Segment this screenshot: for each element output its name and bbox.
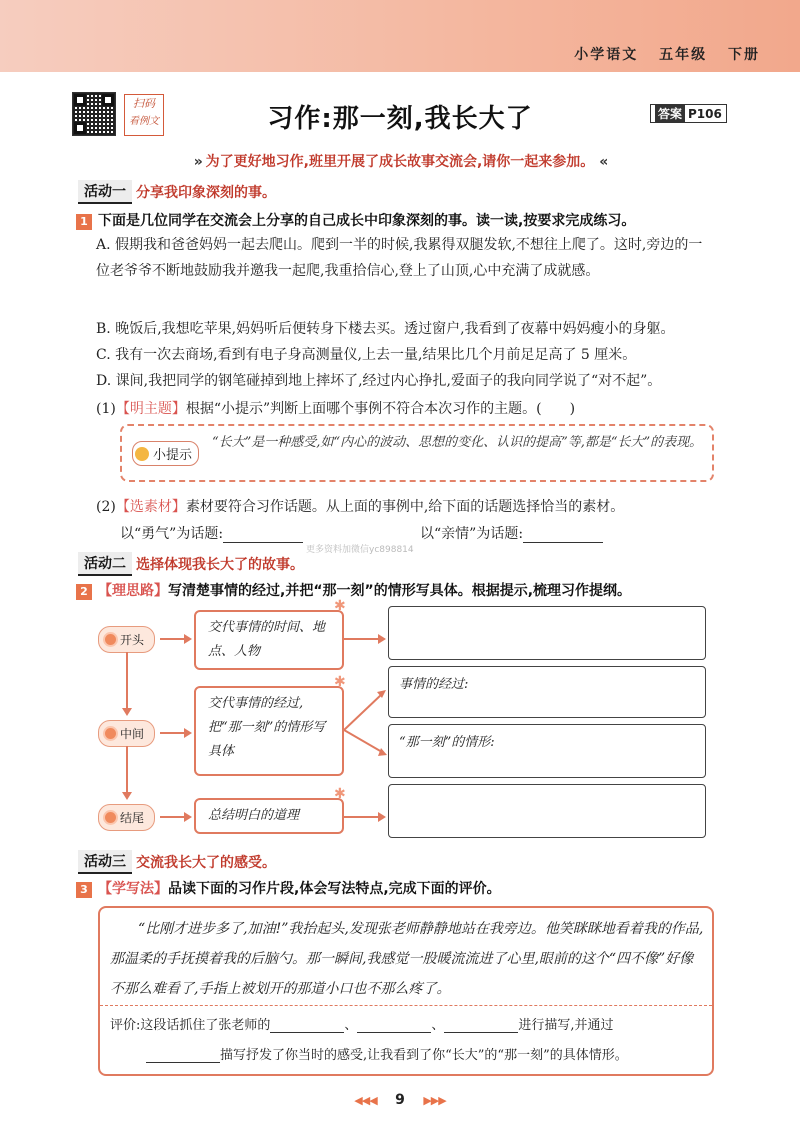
flower-icon — [105, 812, 116, 823]
evaluation-line-2: 描写抒发了你当时的感受,让我看到了你“长大”的“那一刻”的具体情形。 — [146, 1044, 628, 1063]
example-c: C. 我有一次去商场,看到有电子身高测量仪,上去一量,结果比几个月前足足高了 5 厘米。 — [96, 347, 637, 363]
question-number-badge: 3 — [76, 882, 92, 898]
question-number-badge: 2 — [76, 584, 92, 600]
arrow-right-icon — [184, 634, 192, 644]
divider — [100, 1005, 712, 1006]
arrow-right-icon — [378, 634, 386, 644]
answer-box-moment[interactable]: “那一刻”的情形: — [388, 724, 706, 778]
header-book-info — [574, 44, 760, 64]
page-number: 9 — [395, 1092, 405, 1108]
flow-box-start: 交代事情的时间、地点、人物 — [194, 610, 344, 670]
answer-blank[interactable] — [146, 1049, 220, 1063]
watermark: 更多资料加微信yc898814 — [306, 545, 414, 555]
question-1 — [76, 210, 635, 230]
branch-arrows — [344, 686, 388, 766]
arrow-down-icon — [122, 708, 132, 716]
flow-box-middle: 交代事情的经过,把“那一刻”的情形写具体 — [194, 686, 344, 776]
answer-reference[interactable] — [650, 104, 727, 123]
example-b: B. 晚饭后,我想吃苹果,妈妈听后便转身下楼去买。透过窗户,我看到了夜幕中妈妈瘦小的身躯。 — [96, 321, 675, 337]
sub-question-2: (2)【选素材】素材要符合习作话题。从上面的事例中,给下面的话题选择恰当的素材。 — [96, 499, 625, 515]
answer-blank-courage[interactable] — [223, 529, 303, 543]
flow-box-end: 总结明白的道理 — [194, 798, 344, 834]
arrow-down-icon — [122, 792, 132, 800]
question-prompt: 下面是几位同学在交流会上分享的自己成长中印象深刻的事。读一读,按要求完成练习。 — [98, 213, 636, 229]
connector-line — [126, 652, 128, 708]
connector-line — [160, 638, 184, 640]
topic-family: 以“亲情”为话题: — [420, 523, 603, 543]
sub-question-1-text[interactable]: 根据“小提示”判断上面哪个事例不符合本次习作的主题。( ) — [185, 401, 576, 417]
tag-choose-material: 【选素材】 — [115, 499, 186, 515]
answer-box-end[interactable] — [388, 784, 706, 838]
header-subject: 小学语文 — [574, 47, 639, 63]
tip-box — [120, 424, 714, 482]
triangle-right-icon: ▶▶▶ — [423, 1094, 446, 1107]
node-middle: 中间 — [98, 720, 155, 747]
intro-line — [0, 151, 800, 171]
connector-line — [344, 816, 378, 818]
question-number-badge: 1 — [76, 214, 92, 230]
page-footer — [0, 1092, 800, 1108]
activity-2-heading — [78, 552, 304, 576]
evaluation-line-1: 评价:这段话抓住了张老师的 、 、 进行描写,并通过 — [110, 1018, 614, 1033]
activity-label: 活动一 — [78, 180, 132, 204]
intro-text: 为了更好地习作,班里开展了成长故事交流会,请你一起来参加。 — [205, 154, 595, 170]
scan-label: 扫码 看例文 — [124, 94, 164, 136]
topic-courage: 以“勇气”为话题: — [120, 523, 303, 543]
connector-line — [160, 732, 184, 734]
arrow-right-icon — [184, 812, 192, 822]
star-icon: ✱ — [334, 598, 346, 614]
answer-blank[interactable] — [444, 1019, 518, 1033]
answer-label: 答案 — [655, 105, 685, 122]
excerpt-text: “比刚才进步多了,加油!”我抬起头,发现张老师静静地站在我旁边。他笑眯眯地看着我的作品,那温柔的手抚摸着我的后脑勺。那一瞬间,我感觉一股暖流流进了心里,眼前的这个“四不像”好像不那么难看了,手指上被划开的那道小口也不那么疼了。 — [110, 921, 704, 997]
tag-learn-method: 【学写法】 — [98, 881, 168, 897]
tag-main-theme: 【明主题】 — [115, 401, 186, 417]
tip-label: 小提示 — [132, 441, 199, 466]
answer-blank[interactable] — [270, 1019, 344, 1033]
star-icon: ✱ — [334, 674, 346, 690]
question-2 — [76, 580, 631, 600]
header-bar — [0, 0, 800, 72]
node-start: 开头 — [98, 626, 155, 653]
connector-line — [160, 816, 184, 818]
connector-line — [344, 638, 378, 640]
activity-3-heading — [78, 850, 276, 874]
header-grade: 五年级 — [659, 47, 708, 63]
activity-title: 交流我长大了的感受。 — [136, 855, 276, 871]
example-a: A. 假期我和爸爸妈妈一起去爬山。爬到一半的时候,我累得双腿发软,不想往上爬了。这时,旁边的一位老爷爷不断地鼓励我并邀我一起爬,我重拾信心,登上了山顶,心中充满了成就感。 — [96, 237, 703, 279]
question-prompt: 品读下面的习作片段,体会写法特点,完成下面的评价。 — [168, 881, 501, 897]
sub-question-1: (1)【明主题】根据“小提示”判断上面哪个事例不符合本次习作的主题。( ) — [96, 401, 576, 417]
example-d: D. 课间,我把同学的钢笔碰掉到地上摔坏了,经过内心挣扎,爱面子的我向同学说了“对不起”。 — [96, 373, 662, 389]
arrow-right-icon — [184, 728, 192, 738]
node-end: 结尾 — [98, 804, 155, 831]
chevron-left-icon: « — [599, 154, 607, 170]
answer-page: P106 — [688, 106, 722, 121]
activity-label: 活动二 — [78, 552, 132, 576]
answer-box-process[interactable]: 事情的经过: — [388, 666, 706, 718]
question-3 — [76, 878, 501, 898]
answer-blank-family[interactable] — [523, 529, 603, 543]
answer-blank[interactable] — [357, 1019, 431, 1033]
activity-label: 活动三 — [78, 850, 132, 874]
flower-icon — [105, 728, 116, 739]
excerpt-box — [98, 906, 714, 1076]
answer-box-start[interactable] — [388, 606, 706, 660]
flower-icon — [105, 634, 116, 645]
tag-sort-thinking: 【理思路】 — [98, 583, 168, 599]
star-icon: ✱ — [334, 786, 346, 802]
page-title: 习作:那一刻,我长大了 — [267, 104, 533, 134]
activity-1-heading — [78, 180, 276, 204]
header-volume: 下册 — [728, 47, 760, 63]
arrow-right-icon — [378, 812, 386, 822]
activity-title: 分享我印象深刻的事。 — [136, 185, 276, 201]
chevron-right-icon: » — [193, 154, 201, 170]
question-prompt: 写清楚事情的经过,并把“那一刻”的情形写具体。根据提示,梳理习作提纲。 — [168, 583, 632, 599]
connector-line — [126, 746, 128, 792]
activity-title: 选择体现我长大了的故事。 — [136, 557, 304, 573]
tip-text: “长大”是一种感受,如“内心的波动、思想的变化、认识的提高”等,都是“长大”的表现。 — [212, 435, 703, 450]
triangle-left-icon: ◀◀◀ — [354, 1094, 377, 1107]
lightbulb-icon — [135, 447, 149, 461]
